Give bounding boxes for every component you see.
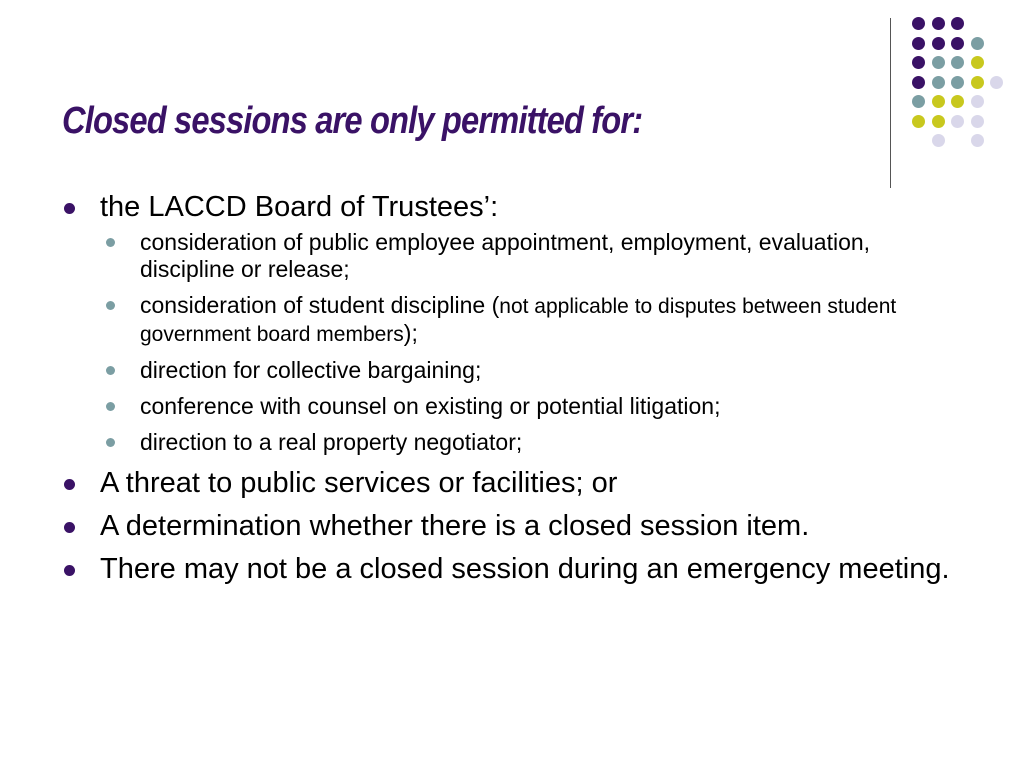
sub-bullet-item bbox=[62, 292, 962, 348]
bullet-text: the LACCD Board of Trustees’: bbox=[100, 191, 499, 223]
title-divider-line bbox=[890, 18, 891, 188]
decorative-dot bbox=[951, 115, 964, 128]
decorative-dot bbox=[951, 17, 964, 30]
decorative-dot bbox=[951, 37, 964, 50]
decorative-dot bbox=[971, 76, 984, 89]
bullet-dot-icon bbox=[64, 479, 75, 490]
decorative-dot bbox=[912, 76, 925, 89]
decorative-dot bbox=[971, 37, 984, 50]
sub-bullet-text: consideration of public employee appointment, employment, evaluation, discipline or release; bbox=[140, 229, 871, 282]
bullet-item-emergency bbox=[62, 552, 962, 587]
sub-bullet-note: not applicable to disputes between student government board members bbox=[140, 295, 897, 346]
sub-bullet-text: conference with counsel on existing or potential litigation; bbox=[140, 393, 721, 419]
decorative-dot bbox=[971, 95, 984, 108]
bullet-dot-icon bbox=[64, 203, 75, 214]
bullet-text: A threat to public services or facilities; or bbox=[100, 467, 618, 499]
sub-bullet-item bbox=[62, 393, 962, 420]
bullet-text: There may not be a closed session during an emergency meeting. bbox=[100, 553, 950, 585]
bullet-item-board bbox=[62, 190, 962, 225]
sub-bullet-list bbox=[62, 229, 962, 456]
decorative-dot bbox=[951, 76, 964, 89]
decorative-dot bbox=[990, 76, 1003, 89]
sub-bullet-text: direction to a real property negotiator; bbox=[140, 429, 523, 455]
decorative-dot bbox=[932, 56, 945, 69]
decorative-dot bbox=[932, 95, 945, 108]
sub-bullet-item bbox=[62, 229, 962, 283]
decorative-dot bbox=[932, 17, 945, 30]
sub-bullet-dot-icon bbox=[106, 366, 115, 375]
sub-bullet-dot-icon bbox=[106, 438, 115, 447]
decorative-dot bbox=[951, 95, 964, 108]
decorative-dot bbox=[912, 17, 925, 30]
sub-bullet-item bbox=[62, 357, 962, 384]
sub-bullet-dot-icon bbox=[106, 402, 115, 411]
bullet-list bbox=[62, 190, 962, 595]
decorative-dot bbox=[912, 95, 925, 108]
decorative-dot bbox=[912, 56, 925, 69]
bullet-item-determination bbox=[62, 509, 962, 544]
sub-bullet-text: consideration of student discipline ( bbox=[140, 292, 500, 318]
decorative-dot bbox=[971, 56, 984, 69]
bullet-text: A determination whether there is a closed session item. bbox=[100, 510, 810, 542]
slide-title: Closed sessions are only permitted for: bbox=[62, 100, 643, 142]
sub-bullet-text: direction for collective bargaining; bbox=[140, 357, 482, 383]
sub-bullet-dot-icon bbox=[106, 238, 115, 247]
decorative-dot bbox=[971, 134, 984, 147]
decorative-dot bbox=[951, 56, 964, 69]
sub-bullet-item bbox=[62, 429, 962, 456]
bullet-dot-icon bbox=[64, 522, 75, 533]
bullet-dot-icon bbox=[64, 565, 75, 576]
sub-bullet-text-end: ); bbox=[403, 320, 418, 346]
decorative-dot bbox=[971, 115, 984, 128]
bullet-item-threat bbox=[62, 466, 962, 501]
sub-bullet-dot-icon bbox=[106, 301, 115, 310]
decorative-dot bbox=[932, 76, 945, 89]
decorative-dot bbox=[932, 115, 945, 128]
decorative-dot bbox=[912, 115, 925, 128]
decorative-dot bbox=[932, 134, 945, 147]
decorative-dot bbox=[932, 37, 945, 50]
decorative-dot bbox=[912, 37, 925, 50]
